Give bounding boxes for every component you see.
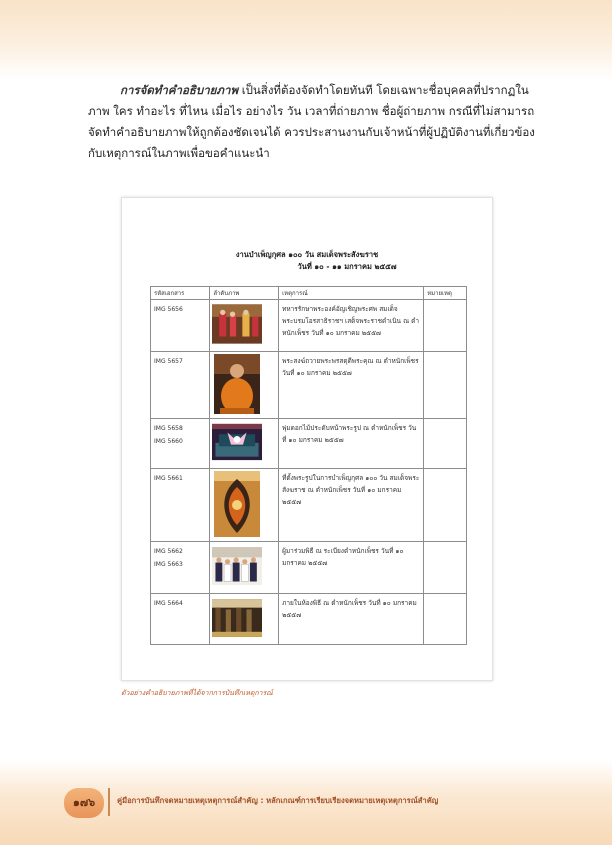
document-id-cell: IMG 5658 IMG 5660	[151, 419, 210, 469]
document-title: งานบำเพ็ญกุศล ๑๐๐ วัน สมเด็จพระสังฆราช	[235, 250, 379, 259]
photo-log-table	[150, 286, 467, 645]
table-row	[151, 300, 467, 352]
image-cell	[210, 542, 279, 594]
image-cell	[210, 352, 279, 419]
column-header: หมายเหตุ	[424, 287, 467, 300]
remarks-cell	[424, 419, 467, 469]
intro-lead: การจัดทำคำอธิบายภาพ	[120, 83, 239, 97]
event-description: ทหารรักษาพระองค์อัญเชิญพระศพ สมเด็จพระบรมโอรสาธิราชฯ เสด็จพระราชดำเนิน ณ ตำหนักเพ็ชร วันที่ ๑๐ มกราคม ๒๕๕๗	[279, 300, 424, 352]
document-id-cell: IMG 5656	[151, 300, 210, 352]
running-footer: คู่มือการบันทึกจดหมายเหตุเหตุการณ์สำคัญ : หลักเกณฑ์การเรียบเรียงจดหมายเหตุเหตุการณ์สำคัญ	[117, 796, 439, 805]
document-id-cell: IMG 5664	[151, 594, 210, 645]
remarks-cell	[424, 469, 467, 542]
page-number: ๑๗๖	[64, 788, 104, 818]
ornament-photo	[212, 471, 262, 537]
image-cell	[210, 419, 279, 469]
document-id-cell: IMG 5657	[151, 352, 210, 419]
column-header: รหัสเอกสาร	[151, 287, 210, 300]
remarks-cell	[424, 594, 467, 645]
footer-divider	[108, 788, 110, 816]
document-subtitle: วันที่ ๑๐ - ๑๑ มกราคม ๒๕๕๗	[297, 262, 397, 271]
event-description: ภายในห้องพิธี ณ ตำหนักเพ็ชร วันที่ ๑๐ มกราคม ๒๕๕๗	[279, 594, 424, 645]
image-cell	[210, 469, 279, 542]
table-row	[151, 542, 467, 594]
document-id-cell: IMG 5661	[151, 469, 210, 542]
event-description: ผู้มาร่วมพิธี ณ ระเบียงตำหนักเพ็ชร วันที่ ๑๐ มกราคม ๒๕๕๗	[279, 542, 424, 594]
document-id-cell: IMG 5662 IMG 5663	[151, 542, 210, 594]
image-cell	[210, 594, 279, 645]
table-header-row	[151, 287, 467, 300]
image-cell	[210, 300, 279, 352]
group-photo	[212, 544, 262, 588]
monk-portrait-photo	[212, 354, 262, 414]
figure-caption: ตัวอย่างคำอธิบายภาพที่ได้จากการบันทึกเหตุการณ์	[121, 689, 273, 697]
intro-paragraph	[88, 80, 548, 164]
table-row	[151, 469, 467, 542]
table-row	[151, 594, 467, 645]
table-row	[151, 352, 467, 419]
remarks-cell	[424, 542, 467, 594]
column-header: ลำดับภาพ	[210, 287, 279, 300]
event-description: พุ่มดอกไม้ประดับหน้าพระรูป ณ ตำหนักเพ็ชร วันที่ ๑๐ มกราคม ๒๕๕๗	[279, 419, 424, 469]
remarks-cell	[424, 300, 467, 352]
monks-ceremony-photo	[212, 302, 262, 346]
ceremonial-object-photo	[212, 421, 262, 463]
intro-body: เป็นสิ่งที่ต้องจัดทำโดยทันที โดยเฉพาะชื่อบุคคลที่ปรากฏในภาพ ใคร ทำอะไร ที่ไหน เมื่อไร อย่างไร วัน เวลาที่ถ่ายภาพ ชื่อผู้ถ่ายภาพ กรณีที่ไม่สามารถจัดทำคำอธิบายภาพให้ถูกต้องชัดเจนได้ ควรประสานงานกับเจ้าหน้าที่ผู้ปฏิบัติงานที่เกี่ยวข้องกับเหตุการณ์ในภาพเพื่อขอคำแนะนำ	[88, 83, 535, 160]
table-row	[151, 419, 467, 469]
column-header: เหตุการณ์	[279, 287, 424, 300]
event-description: พระสงฆ์ถวายพระพรสดุดีพระคุณ ณ ตำหนักเพ็ชร วันที่ ๑๐ มกราคม ๒๕๕๗	[279, 352, 424, 419]
remarks-cell	[424, 352, 467, 419]
event-description: ที่ตั้งพระรูปในการบำเพ็ญกุศล ๑๐๐ วัน สมเด็จพระสังฆราช ณ ตำหนักเพ็ชร วันที่ ๑๐ มกราคม ๒๕๕๗	[279, 469, 424, 542]
scanned-document	[121, 197, 493, 681]
hall-interior-photo	[212, 596, 262, 640]
header-band	[0, 0, 612, 80]
